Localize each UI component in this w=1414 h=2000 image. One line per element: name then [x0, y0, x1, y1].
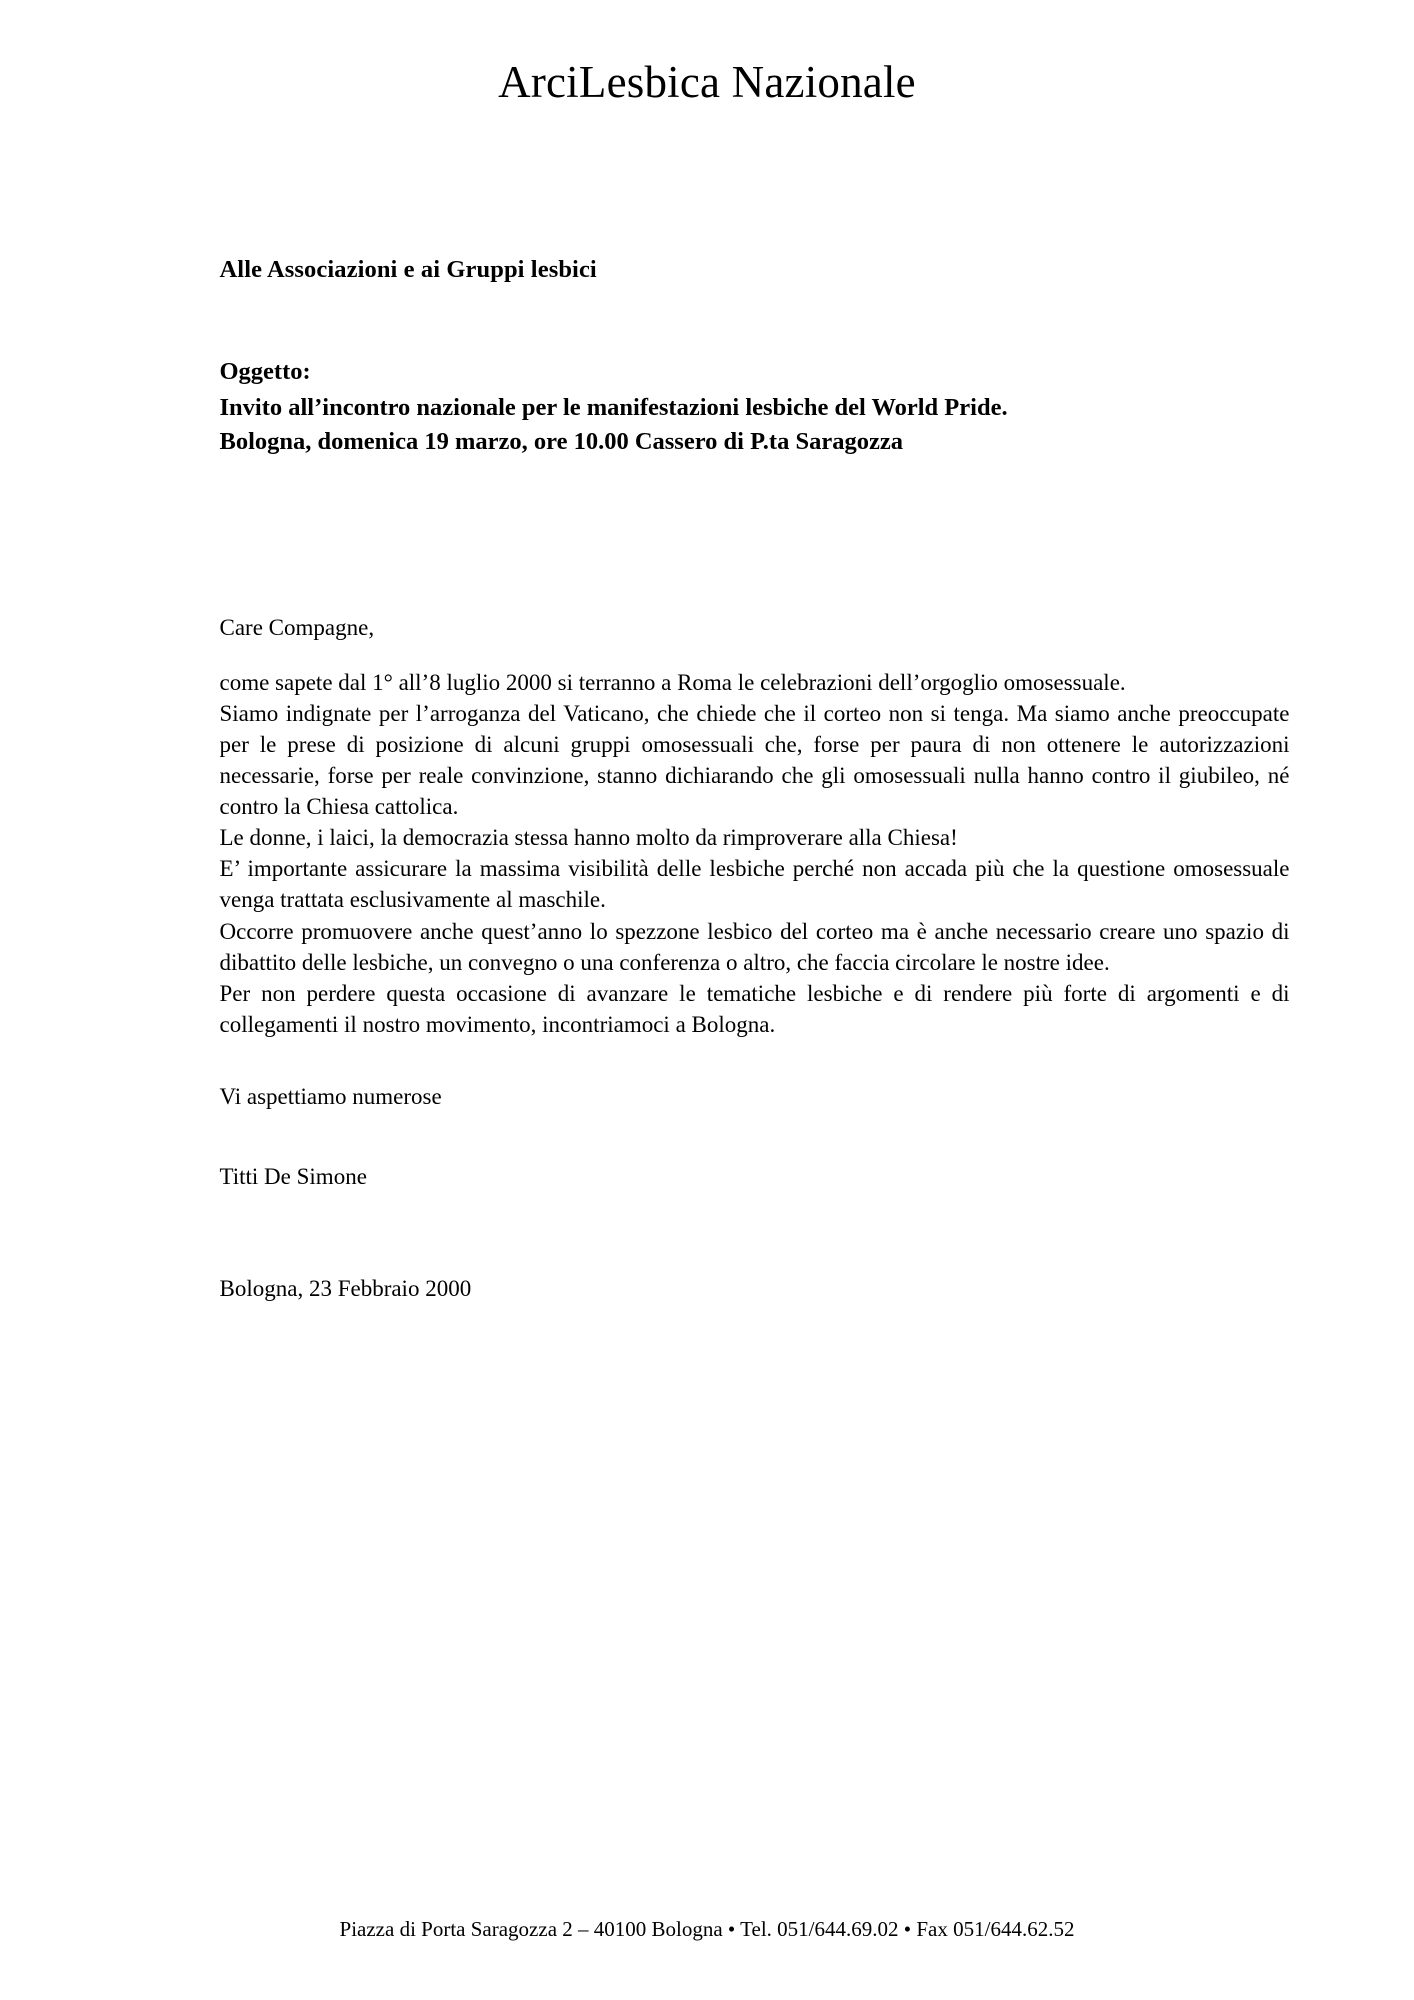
paragraph-5: Occorre promuovere anche quest’anno lo spezzone lesbico del corteo ma è anche necessario creare uno spazio di dibattito delle lesbiche, un convegno o una conferenza o altro, che faccia circolare le nostre idee.	[219, 918, 1290, 975]
place-and-date: Bologna, 23 Febbraio 2000	[219, 1275, 472, 1301]
subject-line-2: Bologna, domenica 19 marzo, ore 10.00 Cassero di P.ta Saragozza	[219, 427, 903, 455]
paragraph-3: Le donne, i laici, la democrazia stessa hanno molto da rimproverare alla Chiesa!	[219, 825, 958, 851]
subject-label: Oggetto:	[219, 357, 311, 385]
paragraph-2: Siamo indignate per l’arroganza del Vaticano, che chiede che il corteo non si tenga. Ma siamo anche preoccupate per le prese di posizione di alcuni gruppi omosessuali che, forse per paura di non ottenere le autorizzazioni necessarie, forse per reale convinzione, stanno dichiarando che gli omosessuali nulla hanno contro il giubileo, né contro la Chiesa cattolica.	[219, 701, 1290, 820]
letter-body	[125, 256, 1290, 1302]
signature-name: Titti De Simone	[219, 1163, 367, 1189]
footer-contact-info: Piazza di Porta Saragozza 2 – 40100 Bologna • Tel. 051/644.69.02 • Fax 051/644.62.52	[339, 1917, 1075, 1941]
paragraph-1: come sapete dal 1° all’8 luglio 2000 si terranno a Roma le celebrazioni dell’orgoglio omosessuale.	[219, 670, 1126, 696]
paragraph-6: Per non perdere questa occasione di avanzare le tematiche lesbiche e di rendere più forte di argomenti e di collegamenti il nostro movimento, incontriamoci a Bologna.	[219, 980, 1290, 1037]
salutation: Care Compagne,	[219, 615, 375, 641]
letterhead-title: ArciLesbica Nazionale	[498, 57, 916, 107]
recipient-line: Alle Associazioni e ai Gruppi lesbici	[219, 255, 597, 283]
paragraph-4: E’ importante assicurare la massima visibilità delle lesbiche perché non accada più che la questione omosessuale venga trattata esclusivamente al maschile.	[219, 856, 1290, 913]
subject-line-1: Invito all’incontro nazionale per le manifestazioni lesbiche del World Pride.	[219, 393, 1008, 421]
signoff-line: Vi aspettiamo numerose	[219, 1083, 442, 1109]
